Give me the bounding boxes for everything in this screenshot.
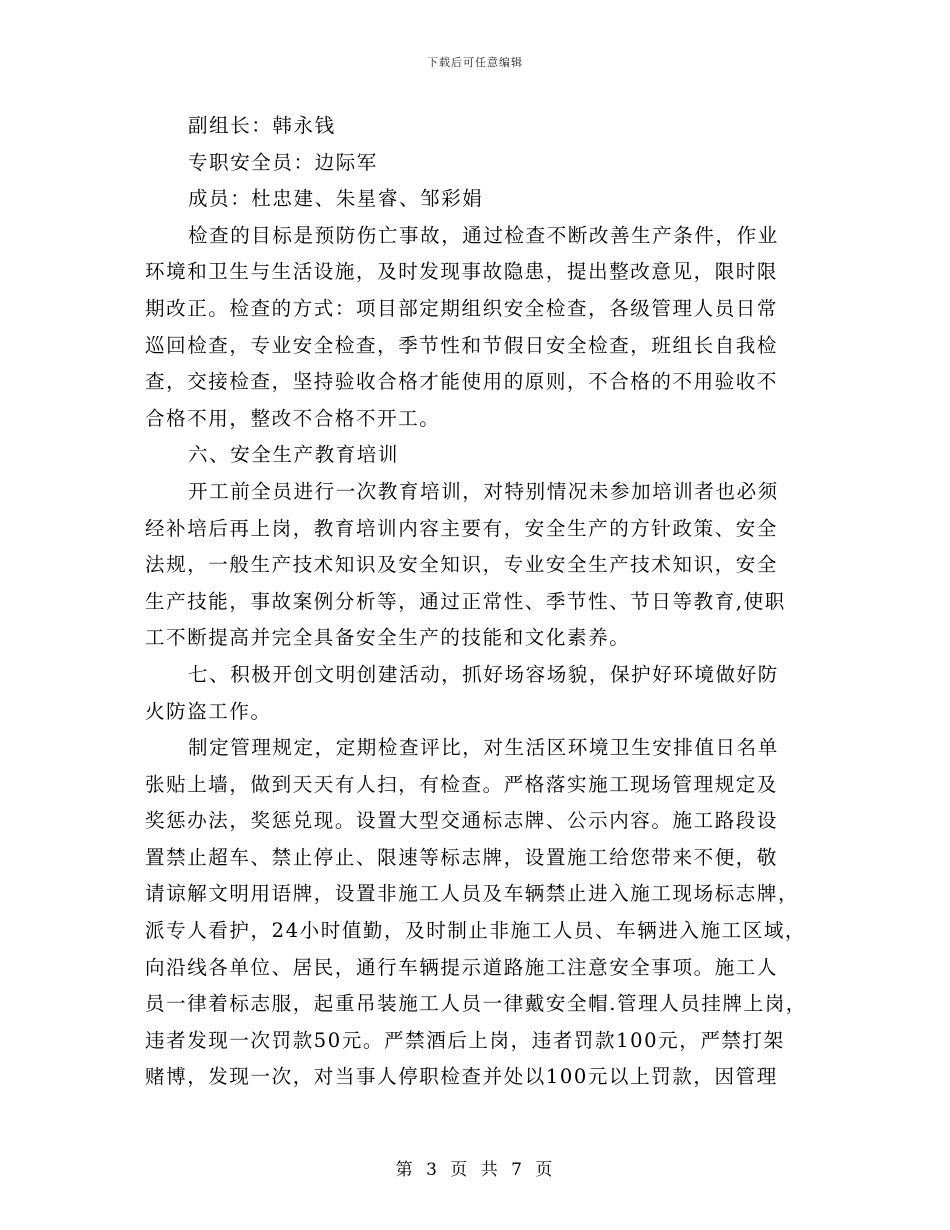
- paragraph-line: 合格不用，整改不合格不开工。: [145, 406, 441, 430]
- paragraph-line: 向沿线各单位、居民，通行车辆提示道路施工注意安全事项。施工人: [145, 955, 779, 979]
- paragraph-line: 生产技能，事故案例分析等，通过正常性、季节性、节日等教育,使职: [145, 589, 786, 613]
- footer-suffix: 页: [535, 1160, 555, 1180]
- paragraph-line: 派专人看护，24小时值勤，及时制止非施工人员、车辆进入施工区域，: [145, 919, 807, 943]
- paragraph-line: 期改正。检查的方式：项目部定期组织安全检查，各级管理人员日常: [145, 296, 779, 320]
- total-page-count: 7: [511, 1160, 524, 1180]
- paragraph-line: 开工前全员进行一次教育培训，对特别情况未参加培训者也必须: [188, 479, 779, 503]
- paragraph-line: 法规，一般生产技术知识及安全知识，专业安全生产技术知识，安全: [145, 553, 779, 577]
- document-body: [145, 108, 805, 1096]
- paragraph-line: 查，交接检查，坚持验收合格才能使用的原则，不合格的不用验收不: [145, 370, 779, 394]
- paragraph-line: 巡回检查，专业安全检查，季节性和节假日安全检查，班组长自我检: [145, 333, 779, 357]
- page-header: 下载后可任意编辑: [427, 56, 523, 69]
- paragraph-line: 置禁止超车、禁止停止、限速等标志牌，设置施工给您带来不便，敬: [145, 845, 779, 869]
- paragraph-line: 环境和卫生与生活设施，及时发现事故隐患，提出整改意见，限时限: [145, 260, 779, 284]
- paragraph-line: 副组长：韩永钱: [188, 114, 336, 137]
- paragraph-line: 请谅解文明用语牌，设置非施工人员及车辆禁止进入施工现场标志牌，: [145, 882, 800, 906]
- footer-prefix: 第: [395, 1160, 415, 1180]
- paragraph-line: 张贴上墙，做到天天有人扫，有检查。严格落实施工现场管理规定及: [145, 772, 779, 796]
- paragraph-line: 工不断提高并完全具备安全生产的技能和文化素养。: [145, 626, 631, 650]
- paragraph-line: 成员：杜忠建、朱星睿、邹彩娟: [188, 187, 484, 211]
- section-heading: 火防盗工作。: [145, 699, 272, 723]
- footer-page-word: 页: [450, 1160, 470, 1180]
- section-heading: 七、积极开创文明创建活动，抓好场容场貌，保护好环境做好防: [188, 662, 779, 686]
- paragraph-line: 违者发现一次罚款50元。严禁酒后上岗，违者罚款100元，严禁打架: [145, 1028, 785, 1052]
- paragraph-line: 奖惩办法，奖惩兑现。设置大型交通标志牌、公示内容。施工路段设: [145, 809, 779, 833]
- paragraph-line: 制定管理规定，定期检查评比，对生活区环境卫生安排值日名单: [188, 736, 779, 760]
- section-heading: 六、安全生产教育培训: [188, 443, 400, 467]
- paragraph-line: 员一律着标志服，起重吊装施工人员一律戴安全帽.管理人员挂牌上岗，: [145, 992, 807, 1016]
- footer-total-word: 共: [480, 1160, 500, 1180]
- current-page-number: 3: [426, 1160, 439, 1180]
- page-footer: [0, 1155, 950, 1180]
- paragraph-line: 经补培后再上岗，教育培训内容主要有，安全生产的方针政策、安全: [145, 516, 779, 540]
- paragraph-line: 专职安全员：边际军: [188, 150, 378, 174]
- paragraph-line: 赌博，发现一次，对当事人停职检查并处以100元以上罚款，因管理: [145, 1065, 778, 1089]
- paragraph-line: 检查的目标是预防伤亡事故，通过检查不断改善生产条件，作业: [188, 223, 779, 247]
